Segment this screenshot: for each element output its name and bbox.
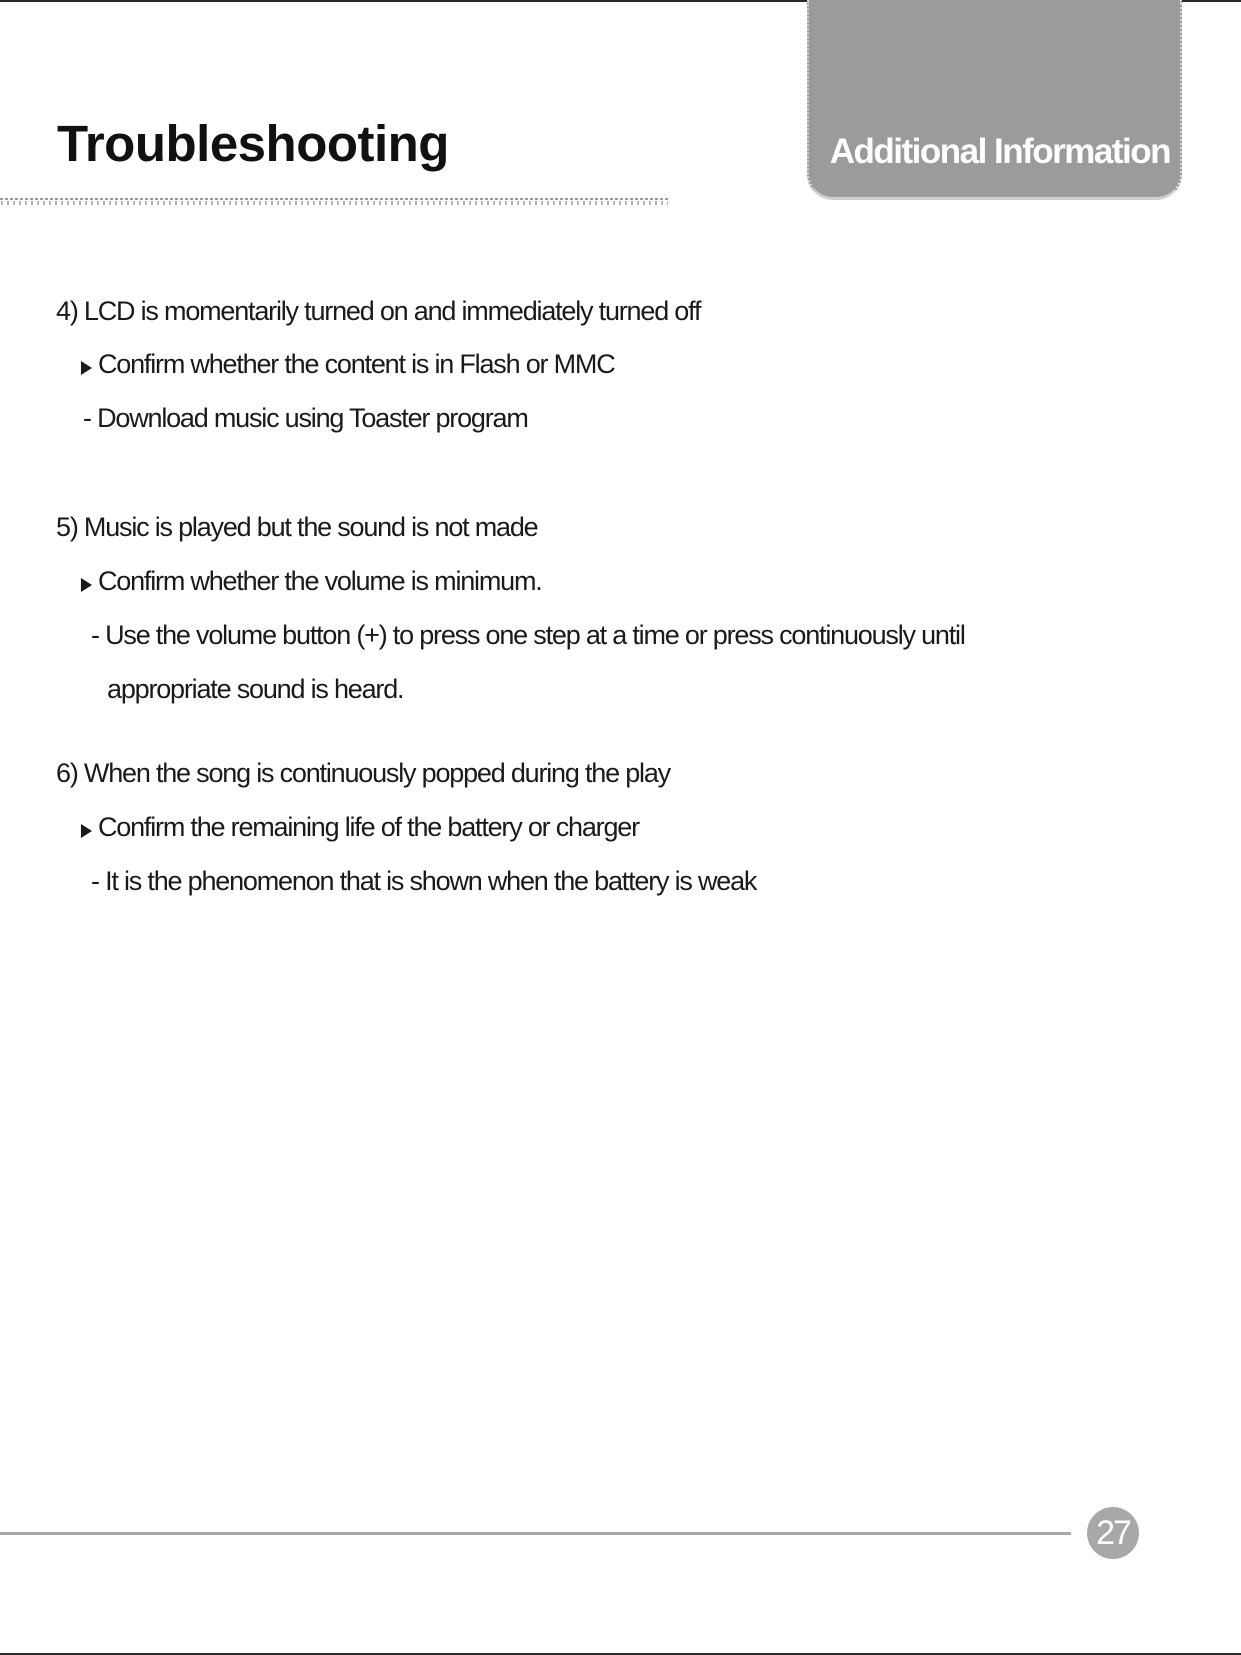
item-5-heading: 5) Music is played but the sound is not made (56, 512, 538, 542)
footer-rule (0, 1532, 1071, 1535)
section-tab (807, 0, 1182, 200)
arrow-bullet-icon (81, 824, 92, 838)
item-6-detail: - It is the phenomenon that is shown when the battery is weak (91, 866, 757, 896)
item-4-heading: 4) LCD is momentarily turned on and immediately turned off (56, 296, 701, 326)
section-tab-label: Additional Information (829, 132, 1170, 171)
page-title: Troubleshooting (57, 115, 449, 172)
arrow-bullet-icon (81, 361, 92, 375)
page-number-badge: 27 (1087, 1507, 1139, 1559)
title-underline (0, 198, 668, 205)
item-6-check-text: Confirm the remaining life of the battery or charger (98, 812, 639, 842)
item-4-check (81, 351, 615, 378)
item-6-heading: 6) When the song is continuously popped during the play (56, 758, 670, 788)
item-4-detail: - Download music using Toaster program (83, 403, 528, 433)
item-5-detail-continued: appropriate sound is heard. (107, 674, 404, 704)
arrow-bullet-icon (81, 578, 92, 592)
item-5-check (81, 568, 542, 595)
item-4-check-text: Confirm whether the content is in Flash or MMC (98, 349, 615, 379)
item-6-check (81, 814, 639, 841)
item-5-check-text: Confirm whether the volume is minimum. (98, 566, 542, 596)
item-5-detail: - Use the volume button (+) to press one step at a time or press continuously until (91, 620, 965, 650)
